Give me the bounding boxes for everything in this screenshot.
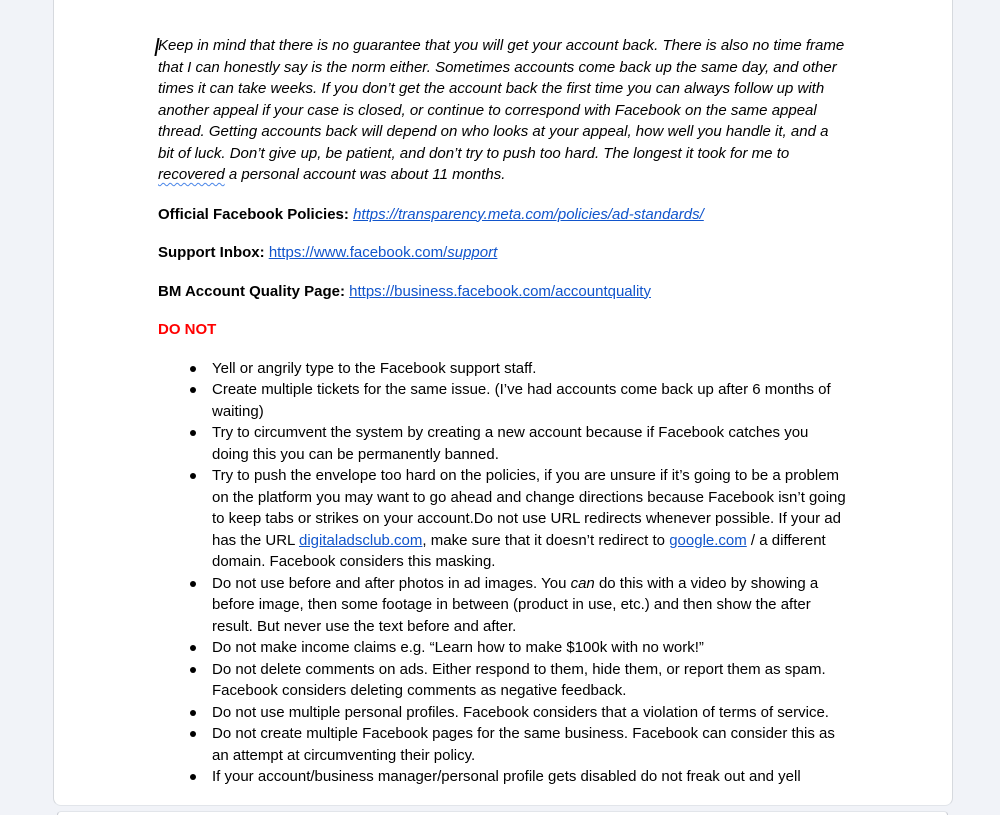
document-page — [53, 0, 953, 806]
google-link[interactable]: google.com — [669, 531, 747, 549]
list-item: Do not use multiple personal profiles. Facebook considers that a violation of terms of service. — [158, 702, 848, 724]
support-link-italic-part: support — [447, 244, 498, 261]
list-item-text: Do not use before and after photos in ad images. You — [212, 574, 571, 592]
emphasized-word: can — [570, 574, 595, 592]
do-not-list — [158, 358, 848, 788]
do-not-heading: DO NOT — [158, 321, 217, 338]
list-item — [158, 573, 848, 638]
policies-label: Official Facebook Policies: — [158, 205, 354, 223]
list-item: Do not create multiple Facebook pages for the same business. Facebook can consider this as an attempt at circumventing their policy. — [158, 723, 848, 766]
policies-link[interactable]: https://transparency.meta.com/policies/ad-standards/ — [353, 205, 704, 223]
account-quality-link[interactable]: https://business.facebook.com/accountquality — [349, 282, 651, 300]
account-quality-line — [158, 281, 848, 303]
list-item-text: Try to push the envelope too hard on the policies, if you are unsure if it’s going to be a problem on the platform you may want to go ahead and change directions because Facebook isn’t going to keep tabs or strikes on your account.Do not use URL redirects whenever possible. If your ad has the URL — [212, 467, 846, 549]
intro-text-end: a personal account was about 11 months. — [224, 166, 506, 183]
list-item: Yell or angrily type to the Facebook support staff. — [158, 358, 848, 380]
list-item: If your account/business manager/personal profile gets disabled do not freak out and yell — [158, 766, 848, 788]
list-item-text: / a different domain. Facebook considers this masking. — [212, 531, 826, 570]
support-label: Support Inbox: — [158, 244, 269, 261]
digitaladsclub-link[interactable]: digitaladsclub.com — [299, 531, 423, 549]
intro-paragraph — [158, 35, 848, 186]
document-content — [54, 0, 952, 788]
support-link[interactable] — [269, 244, 497, 261]
list-item-text: , make sure that it doesn’t redirect to — [422, 531, 670, 549]
list-item-text: do this with a video by showing a before image, then some footage in between (product in use, etc.) and then show the after result. But never use the text before and after. — [212, 574, 819, 635]
list-item: Try to circumvent the system by creating a new account because if Facebook catches you doing this you can be permanently banned. — [158, 422, 848, 465]
policies-line — [158, 204, 848, 226]
support-line — [158, 242, 848, 264]
list-item — [158, 465, 848, 573]
support-link-regular-part: https://www.facebook.com/ — [268, 244, 448, 261]
intro-text-start: Keep in mind that there is no guarantee that you will get your account back. There is also no time frame that I can honestly say is the norm either. Sometimes accounts come back up the same day, and other times it can take weeks. If you don’t get the account back the first time you can always follow up with another appeal if your case is closed, or continue to correspond with Facebook on the same appeal thread. Getting accounts back will depend on who looks at your appeal, how well you handle it, and a bit of luck. Don’t give up, be patient, and don’t try to push too hard. The longest it took for me to — [158, 37, 845, 162]
grammar-flagged-word: recovered — [158, 166, 225, 183]
next-page-top-edge — [57, 811, 948, 815]
list-item: Do not make income claims e.g. “Learn how to make $100k with no work!” — [158, 637, 848, 659]
list-item: Create multiple tickets for the same issue. (I’ve had accounts come back up after 6 months of waiting) — [158, 379, 848, 422]
account-quality-label: BM Account Quality Page: — [158, 282, 350, 300]
list-item: Do not delete comments on ads. Either respond to them, hide them, or report them as spam. Facebook considers deleting comments as negative feedback. — [158, 659, 848, 702]
